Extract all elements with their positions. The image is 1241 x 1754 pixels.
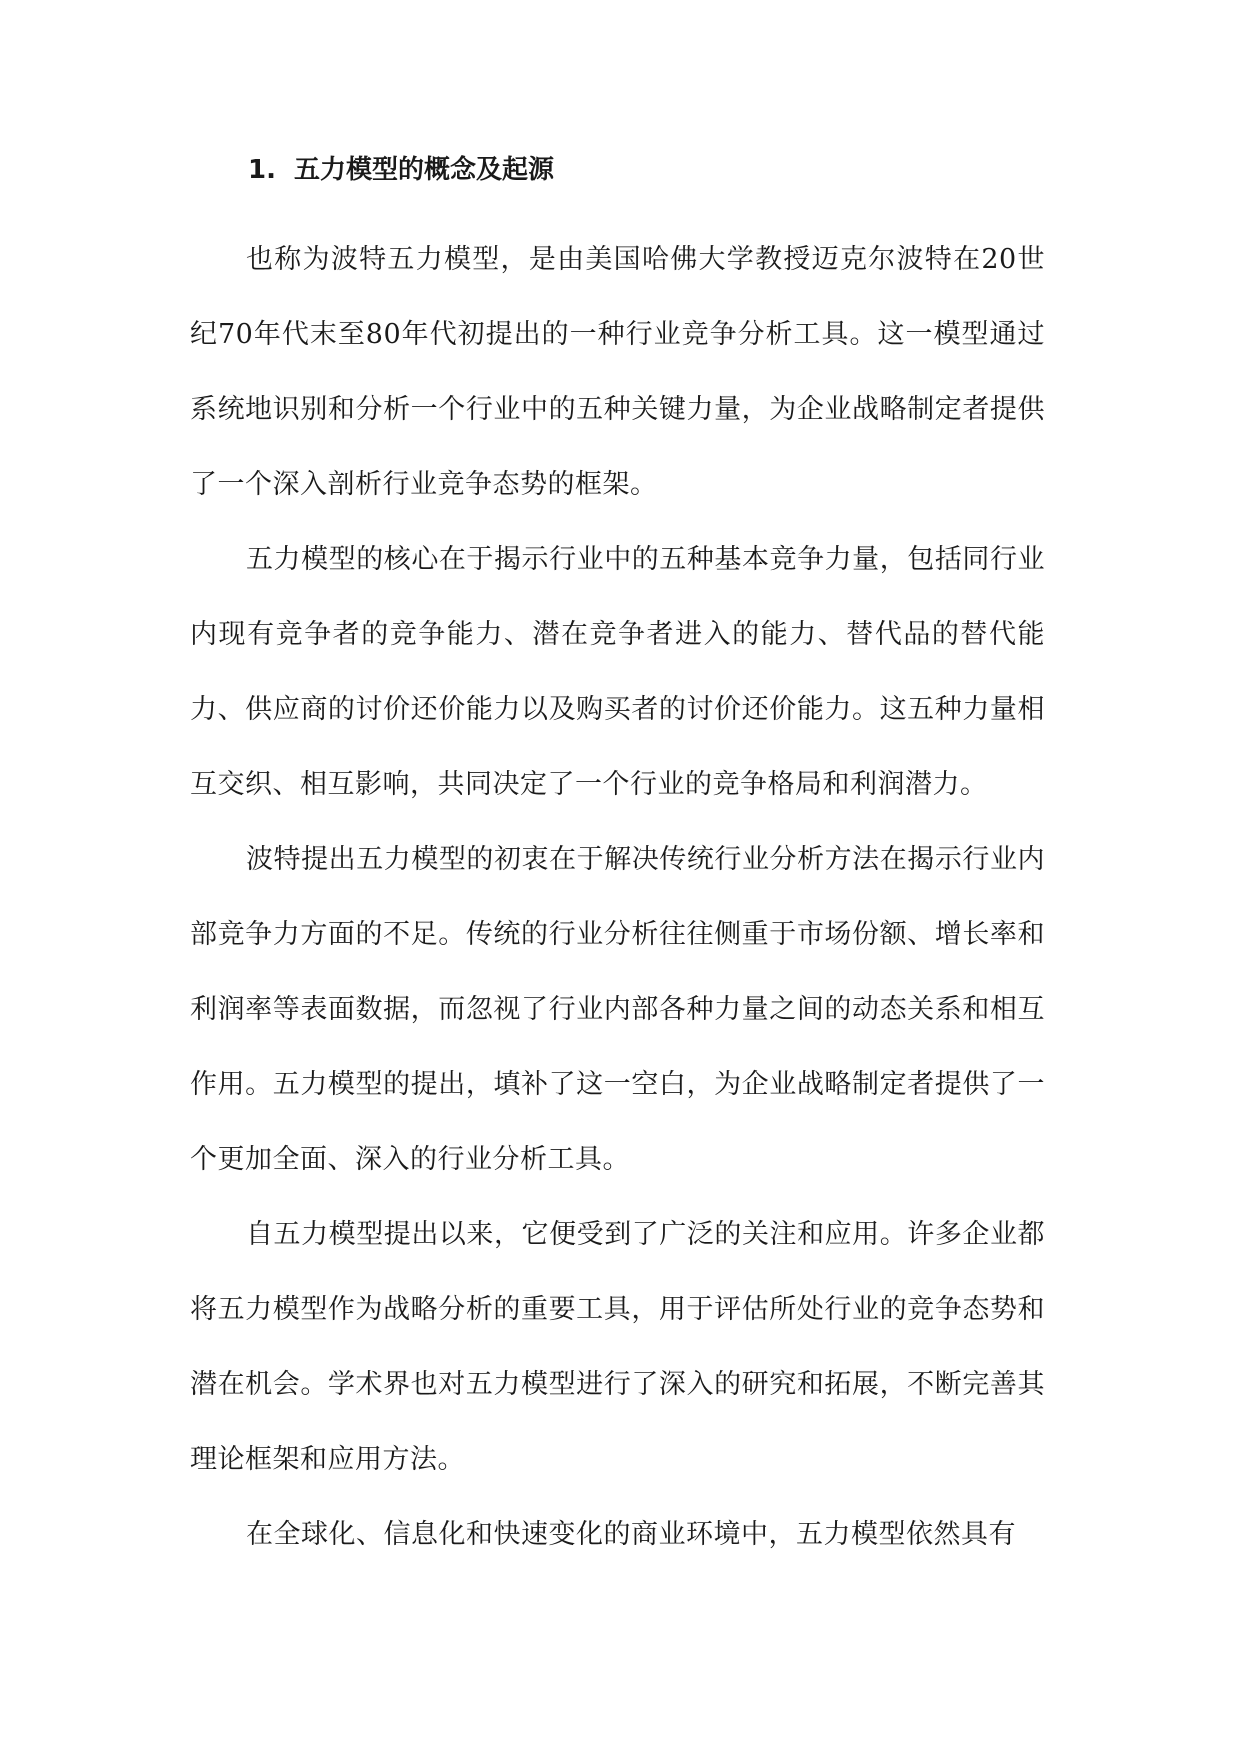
section-heading bbox=[248, 150, 554, 190]
paragraph: 自五力模型提出以来，它便受到了广泛的关注和应用。许多企业都将五力模型作为战略分析的重要工具，用于评估所处行业的竞争态势和潜在机会。学术界也对五力模型进行了深入的研究和拓展，不断完善其理论框架和应用方法。 bbox=[190, 1219, 1045, 1475]
body-text bbox=[190, 222, 1045, 1572]
paragraph: 在全球化、信息化和快速变化的商业环境中，五力模型依然具有 bbox=[246, 1519, 1016, 1550]
section-title: 五力模型的概念及起源 bbox=[293, 155, 554, 185]
section-number: 1. bbox=[248, 155, 276, 185]
paragraph: 波特提出五力模型的初衷在于解决传统行业分析方法在揭示行业内部竞争力方面的不足。传统的行业分析往往侧重于市场份额、增长率和利润率等表面数据，而忽视了行业内部各种力量之间的动态关系和相互作用。五力模型的提出，填补了这一空白，为企业战略制定者提供了一个更加全面、深入的行业分析工具。 bbox=[190, 844, 1045, 1175]
paragraph: 也称为波特五力模型，是由美国哈佛大学教授迈克尔波特在20世纪70年代末至80年代初提出的一种行业竞争分析工具。这一模型通过系统地识别和分析一个行业中的五种关键力量，为企业战略制定者提供了一个深入剖析行业竞争态势的框架。 bbox=[190, 244, 1045, 500]
paragraph: 五力模型的核心在于揭示行业中的五种基本竞争力量，包括同行业内现有竞争者的竞争能力、潜在竞争者进入的能力、替代品的替代能力、供应商的讨价还价能力以及购买者的讨价还价能力。这五种力量相互交织、相互影响，共同决定了一个行业的竞争格局和利润潜力。 bbox=[190, 544, 1045, 800]
